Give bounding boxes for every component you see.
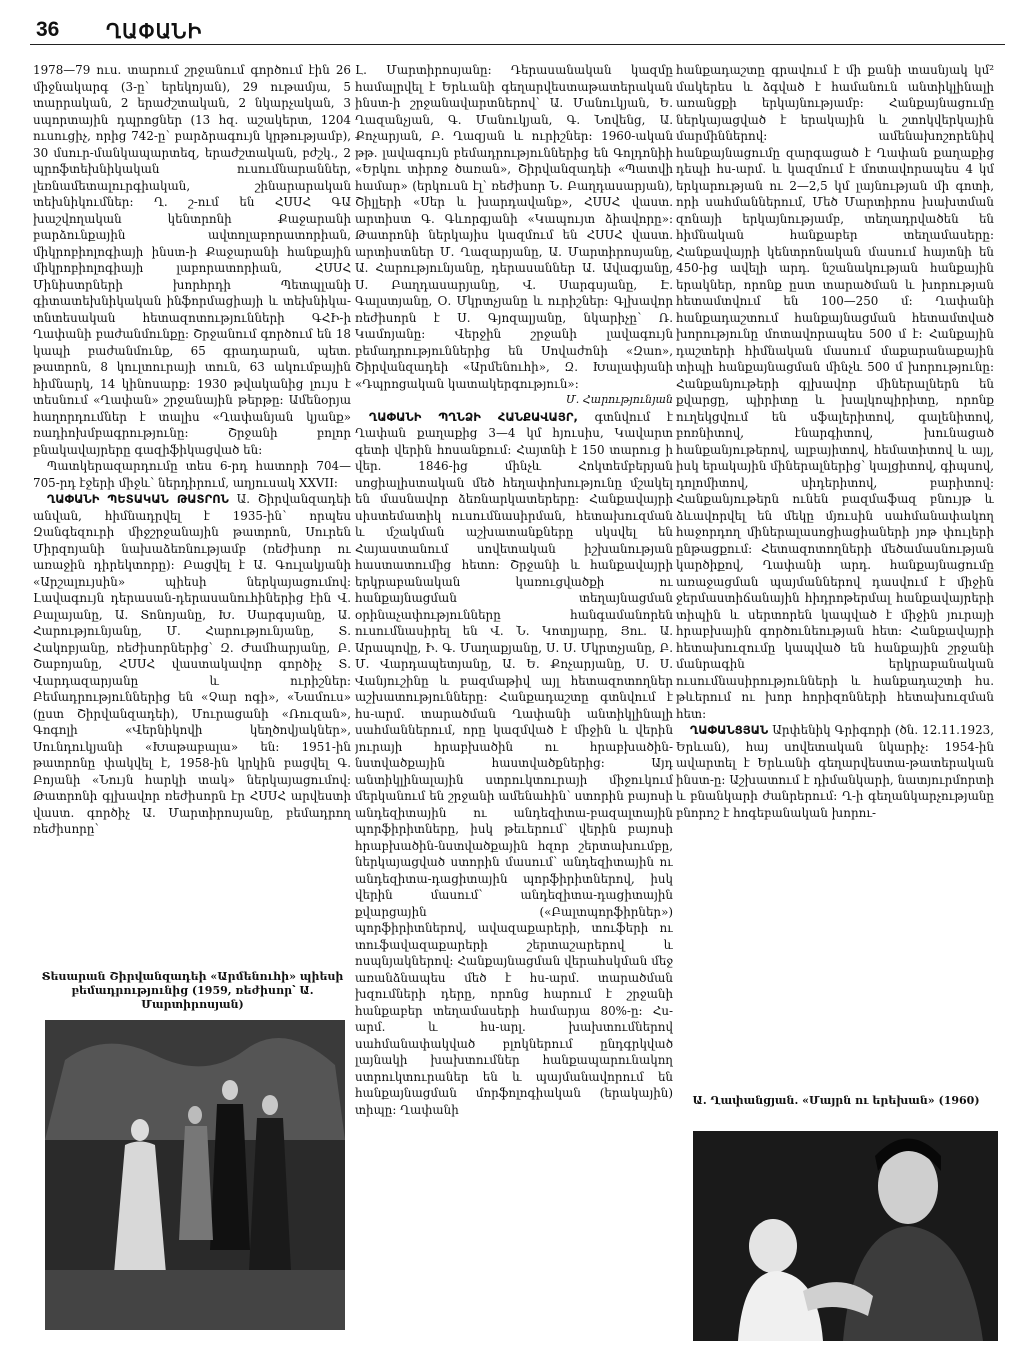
column-middle bbox=[355, 62, 673, 1342]
entry-headword: ՂԱՓԱՆԻ ՊԵՏԱԿԱՆ ԹԱՏՐՈՆ bbox=[47, 492, 229, 506]
running-title: ՂԱՓԱՆԻ bbox=[106, 21, 203, 43]
paragraph: Լ. Մարտիրոսյանը: Դերասանական կազմը համալրվել է Երևանի գեղարվեստաթատերական ինստ-ի շրջանավարտներով՝ Ա. Մանուկյան, Ե. Ղազանչյան, Գ. Մանուկյան, Գ. Նովենց, Ա. Քոչարյան, Բ. Ղազյան և ուրիշներ: 1960-ական թթ. լավագույն բեմադրություններից են Գոլդոնիի «Երկու տիրոջ ծառան», Շիրվանզադեի «Պատվի համար» (երկուսն էլ՝ ռեժիսոր Ն. Բաղդասարյան), Շիլլերի «Սեր և խարդավանք», ՀՍՍՀ վաստ. արտիստ Գ. Գևորգյանի «Կապույտ ձիավորը»: Թատրոնի ներկայիս կազմում են ՀՍՍՀ վաստ. արտիստներ Մ. Ղազարյանը, Ա. Մարտիրոսյանը, Ա. Հարությունյանը, դերասաններ Ա. Ավագյանը, Ս. Բաղդասարյանը, Վ. Սարգսյանը, Է. Գալստյանը, Օ. Մկրտչյանը և ուրիշներ: Գլխավոր ռեժիսորն է Ս. Գյոզալյանը, նկարիչը՝ Ռ. Կամոյանը: Վերջին շրջանի լավագույն բեմադրություններից են Սովաժոնի «Զաո», Շիրվանզադեի «Արմենուհի», Զ. Խալափյանի «Դպրոցական կատակերգություն»: bbox=[355, 63, 673, 391]
author-signature: Մ. Հարությունյան bbox=[565, 393, 673, 406]
paragraph: 1978—79 ուս. տարում շրջանում գործում էին 26 միջնակարգ (3-ը՝ երեկոյան), 29 ութամյա, 5 տարրական, 2 երաժշտական, 2 նկարչական, 3 սպորտային դպրոցներ (13 հզ. աշակերտ, 1204 ուսուցիչ, որից 742-ը՝ բարձրագույն կրթությամբ), 30 մսուր-մանկապարտեզ, երաժշտական, բժշկ., 2 պրոֆտեխնիկական ուսումնարաններ, լեռնամետալուրգիական, շինարարական տեխնիկումներ: Ղ. շ-ում են ՀՍՍՀ ԳԱ խաշվողական կենտրոնի Քաջարանի բարձունքային ավտոլաբորատորիան, միկրոբիոլոգիայի ինստ-ի Քաջարանի հանքային միկրոբիոլոգիայի լաբորատորիան, ՀՍՍՀ Մինիստրների խորհրդի Պետպլանի գիտատեխնիկական ինֆորմացիայի և տեխնիկա-տնտեսական հետազոտությունների ԳՀԻ-ի Ղափանի բաժանմունքը: Շրջանում գործում են 18 կապի բաժանմունք, 65 գրադարան, պետ. թատրոն, 8 կուլտուրայի տուն, 63 ակումբային հիմնարկ, 14 կինոսարք: 1930 թվականից լույս է տեսնում «Ղափան» շրջանային թերթը: Ամենօրյա հաղորդումներ է տալիս «Ղափանյան կյանք» ռադիոխմբագրությունը: Շրջանի բոլոր բնակավայրերը գազիֆիկացված են: bbox=[33, 63, 351, 457]
entry-headword: ՂԱՓԱՆԻ ՊՂՆՁԻ ՀԱՆՔԱՎԱՅՐ, bbox=[369, 409, 578, 424]
entry-headword: ՂԱՓԱՆՑՅԱՆ bbox=[690, 723, 769, 737]
photo-caption: Տեսարան Շիրվանզադեի «Արմենուհի» պիեսի բեմադրությունից (1959, ռեժիսոր՝ Ա. Մարտիրոսյան) bbox=[41, 970, 344, 1011]
painting-caption: Ա. Ղափանցյան. «Մայրն ու երեխան» (1960) bbox=[692, 1094, 980, 1107]
mother-and-child-painting bbox=[693, 1131, 998, 1341]
page-number: 36 bbox=[36, 18, 60, 41]
page-header bbox=[30, 18, 1005, 45]
entry-text: գտնվում է Ղափան քաղաքից 3—4 կմ հյուսիս, Կավարտ գետի վերին հոսանքում: Հայտնի է 150 տարուց ի վեր. 1846-ից մինչև Հոկտեմբերյան սոցիալիստական մեծ հեղափոխությունը մշակել են մասնավոր ձեռնարկատերերը: Հանքավայրի սիստեմատիկ ուսումնասիրման, հետախուզման և մշակման աշխատանքները սկսվել են Հայաստանում սովետական իշխանության հաստատումից հետո: Շրջանի և հանքավայրի երկրաբանական կառուցվածքի ու հանքայնացման տեղայնացման օրինաչափությունները հանգամանորեն ուսումնասիրել են Վ. Ն. Կոտլյարը, Յու. Ա. Արապովը, Ի. Գ. Մաղաքյանը, Ս. Ս. Մկրտչյանը, Բ. Մ. Վարդապետյանը, Ա. Ե. Քոչարյանը, Ս. Ս. Վանյուշինը և բազմաթիվ այլ հետազոտողներ աշխատությունները: Հանքադաշտը գտնվում է հս-արմ. տարածման Ղափանի անտիկլինալի սահմաններում, որը կազմված է միջին և վերին յուրայի հրաբխածին ու հրաբխածին-նստվածքային հաստվածքներից: Այդ անտիկլինալային ստրուկտուրայի միջուկում մերկանում են շրջանի ամենահին՝ ստորին բայոսի անդեզիտային ու անդեզիտա-բազալտային պորֆիրիտները, իսկ թեւերում՝ վերին բայոսի հրաբխածին-նստվածքային հզոր շերտախումբը, ներկայացված ստորին մասում՝ անդեզիտային ու անդեզիտա-դացիտային պորֆիրիտներով, իսկ վերին մասում՝ անդեզիտա-դացիտային քվարցային («Բալտպորֆիրներ») պորֆիրիտներով, ավազաքարերի, տուֆերի ու տուֆավազաքարերի շերտաշարերով և ոսպնյակներով: Հանքայնացման վերահսկման մեջ առանձնապես մեծ է հս-արմ. տարածման խզումների դերը, որոնց հարում է շրջանի հանքաբեր տեղամասերի համարյա 80%-ը: Հս-արմ. և հս-արլ. խախտումներով սահմանափակված բլոկներում ընդգրկված լայնակի խախտումներ հանքապարունակող ստրուկտուրաներ են և պայմանավորում են հանքայնացման մորֆոլոգիական (երակային) տիպը: Ղափանի bbox=[355, 409, 673, 1117]
entry-text: Արփենիկ Գրիգորի (ծն. 12.11.1923, Երևան), հայ սովետական նկարիչ: 1954-ին ավարտել է Երևանի գեղարվեստա-թատերական ինստ-ը: Աշխատում է դիմանկարի, նատյուրմորտի և բնանկարի ժանրերում: Ղ-ի գեղանկարչությանը բնորոշ է հոգեբանական խորու- bbox=[676, 723, 994, 820]
entry-text: Ա. Շիրվանզադեի անվան, հիմնադրվել է 1935-ին՝ որպես Զանգեզուրի միջշրջանային թատրոն, Սուրեն Միրզոյանի նախաձեռնությամբ (ռեժիսոր ու առաջին դիրեկտորը): Բացվել է Ա. Գուլակյանի «Արշալույսին» պիեսի ներկայացումով: Լավագույն դերասան-դերասանուհիներից էին Վ. Բալայանը, Ա. Տոնոյանը, Խ. Սարգսյանը, Ա. Հարությունյանը, Մ. Հարությունյանը, Տ. Հակոբյանը, ռեժիսորներից՝ Զ. Ժամհարյանը, Բ. Շաբոյանը, ՀՍՍՀ վաստակավոր գործիչ Տ. Վարդազարյանը և ուրիշներ: Բեմադրություններից են «Չար ոգի», «Նամուս» (ըստ Շիրվանզադեի), Մուրացանի «Ռուզան», Գոգոլի «Վերնիկովի կեղծովյակներ», Սունդուկյանի «Խաթաբալա» են: 1951-ին թատրոնը փակվել է, 1958-ին կրկին բացվել Գ. Բոյանի «Նույն հարկի տակ» ներկայացումով: Թատրոնի գլխավոր ռեժիսորն էր ՀՍՍՀ արվեստի վաստ. գործիչ Ա. Մարտիրոսյանը, բեմադրող ռեժիսորը՝ bbox=[33, 492, 351, 836]
paragraph: Պատկերազարդումը տես 6-րդ հատորի 704—705-րդ էջերի միջև՝ ներդիրում, աղյուսակ XXVII: bbox=[33, 459, 351, 490]
theatre-scene-photo bbox=[45, 1020, 345, 1330]
column-right bbox=[676, 62, 994, 1082]
paragraph: հանքադաշտը գրավում է մի քանի տասնյակ կմ² մակերես և ձգված է համանուն անտիկլինալի առանցքի երկայնությամբ: Հանքայնացումը ներկայացված է երակային և շտոկվերկային մարմիններով: ամենախոշորենիվ հանքայնացումը զարգացած է Ղափան քաղաքից դեպի հս-արմ. և կազմում է մոտավորապես 4 կմ երկարության ու 2—2,5 կմ լայնության մի գոտի, որի սահմաններում, Մեծ Մարտիրոս խախտման զոնայի երկայնությամբ, տեղադրվածեն են հիմնական հանքաբեր տեղամասերը: Հանքավայրի կենտրոնական մասում հայտնի են 450-ից ավելի արդ. նշանակության հանքային երակներ, որոնք ըստ տարածման և խորության հետամտվում են 100—250 մ: Ղափանի հանքադաշտում հանքայնացման հետամտված խորությունը մոտավորապես 500 մ է: Հանքային դաշտերի հիմնական մասում մաքարանաքային տիպի հանքայնացման մինչև 500 մ խորությունը: Հանքանյութերի գլխավոր միներալներն են քվարցը, պիրիտը և խալկոպիրիտը, որոնք ուղեկցվում են սֆալերիտով, գալենիտով, բոռնիտով, էնարգիտով, խունացած հանքանյութերով, ալբայիտով, հեմատիտով և այլ, իսկ երակային միներալներից՝ կալցիտով, գիպսով, դոլոմիտով, սիդերիտով, բարիտով: Հանքանյութերն ունեն բազմաֆազ բնույթ և ձևավորվել են մեկը մյուսին սահմանափակող հաջորդող միներալասոցիացիաների յոթ փուլերի ընթացքում: Հետազոտողների մեծամասնության կարծիքով, Ղափանի արդ. հանքայնացումը առաջացման պայմաններով դասվում է միջին ջերմաստիճանային հիդրոթերմալ հանքավայրերի տիպին և սերտորեն կապված է միջին յուրայի հրաբխային գործունեության հետ: Հանքավայրի հետախուզումը կապված են հանքային շրջանի մանրագին երկրաբանական ուսումնասիրությունների և հանքադաշտի հս. թևերում ու խոր հորիզոնների հետախուզման հետ: bbox=[676, 63, 994, 721]
